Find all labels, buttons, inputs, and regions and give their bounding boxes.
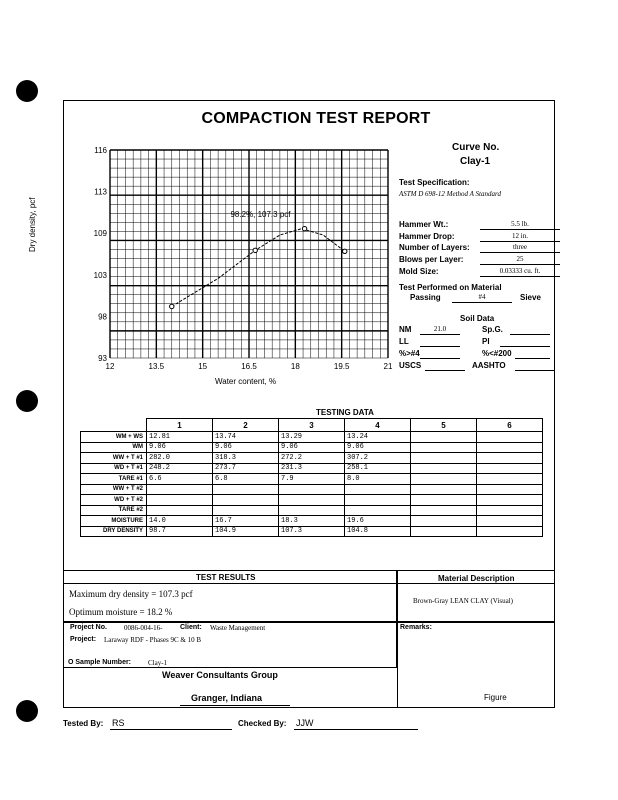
testing-row-label: WM xyxy=(81,442,147,453)
nm-label: NM xyxy=(399,325,412,334)
x-tick-label: 18 xyxy=(290,362,300,371)
x-tick-label: 13.5 xyxy=(148,362,165,371)
project-value: Laraway RDF - Phases 9C & 10 B xyxy=(104,636,202,644)
testing-cell xyxy=(477,463,543,474)
testing-cell: 18.3 xyxy=(279,516,345,527)
material-label: Test Performed on Material xyxy=(399,283,502,292)
testing-column-header: 3 xyxy=(279,419,345,432)
testing-cell xyxy=(411,505,477,516)
testing-cell: 9.06 xyxy=(345,442,411,453)
testing-column-header: 4 xyxy=(345,419,411,432)
testing-cell: 318.3 xyxy=(213,453,279,464)
testing-cell: 273.7 xyxy=(213,463,279,474)
testing-cell: 258.1 xyxy=(345,463,411,474)
spg-label: Sp.G. xyxy=(482,325,503,334)
testing-column-header: 1 xyxy=(147,419,213,432)
testing-cell: 6.8 xyxy=(213,474,279,485)
testing-row xyxy=(81,442,543,453)
testing-cell xyxy=(279,495,345,506)
company-city: Granger, Indiana xyxy=(191,693,263,703)
data-point xyxy=(253,248,257,252)
results-heading: TEST RESULTS xyxy=(196,573,256,582)
testing-heading: TESTING DATA xyxy=(316,408,374,417)
project-label: Project: xyxy=(70,636,97,643)
testing-row xyxy=(81,474,543,485)
p200-label: %<#200 xyxy=(482,349,512,358)
testing-cell xyxy=(411,516,477,527)
testing-cell: 107.3 xyxy=(279,526,345,537)
checked-by-label: Checked By: xyxy=(238,719,287,728)
testing-cell: 9.06 xyxy=(213,442,279,453)
testing-row-label: WD + T #2 xyxy=(81,495,147,506)
testing-column-header: 6 xyxy=(477,419,543,432)
x-tick-label: 15 xyxy=(198,362,208,371)
testing-cell xyxy=(411,453,477,464)
testing-data-table xyxy=(80,418,543,537)
testing-cell xyxy=(477,516,543,527)
testing-cell xyxy=(477,442,543,453)
passing-value: #4 xyxy=(478,293,486,301)
testing-cell xyxy=(477,505,543,516)
testing-row-label: WW + T #1 xyxy=(81,453,147,464)
y-tick-label: 98 xyxy=(98,312,107,322)
testing-row-label: TARE #2 xyxy=(81,505,147,516)
layers-value: three xyxy=(513,243,527,251)
remarks-label: Remarks: xyxy=(400,624,432,631)
testing-column-header: 2 xyxy=(213,419,279,432)
testing-cell xyxy=(213,505,279,516)
uscs-label: USCS xyxy=(399,361,422,370)
aashto-label: AASHTO xyxy=(472,361,506,370)
project-no-label: Project No. xyxy=(70,624,107,631)
project-no-value: 0086-004-16- xyxy=(124,624,163,632)
testing-cell xyxy=(477,526,543,537)
punch-hole xyxy=(16,700,38,722)
testing-cell xyxy=(147,495,213,506)
chart-grid xyxy=(110,150,388,358)
testing-row-label: MOISTURE xyxy=(81,516,147,527)
testing-row xyxy=(81,453,543,464)
hammer-wt-value: 5.5 lb. xyxy=(511,220,529,228)
client-label: Client: xyxy=(180,624,202,631)
mold-value: 0.03333 cu. ft. xyxy=(499,267,541,275)
testing-cell xyxy=(345,495,411,506)
punch-hole xyxy=(16,390,38,412)
testing-row-label: WD + T #1 xyxy=(81,463,147,474)
testing-cell: 13.29 xyxy=(279,432,345,443)
testing-row xyxy=(81,484,543,495)
y-tick-label: 109 xyxy=(93,229,107,239)
y-axis-label: Dry density, pcf xyxy=(28,197,37,252)
report-title: COMPACTION TEST REPORT xyxy=(201,110,431,127)
testing-row-label: WM + WS xyxy=(81,432,147,443)
testing-row xyxy=(81,516,543,527)
tested-by-label: Tested By: xyxy=(63,719,104,728)
hammer-drop-value: 12 in. xyxy=(512,232,528,240)
testing-row xyxy=(81,526,543,537)
testing-row xyxy=(81,495,543,506)
testing-cell: 19.6 xyxy=(345,516,411,527)
testing-cell xyxy=(477,453,543,464)
testing-cell: 16.7 xyxy=(213,516,279,527)
material-desc-heading: Material Description xyxy=(438,574,515,583)
testing-cell: 231.3 xyxy=(279,463,345,474)
data-point xyxy=(170,304,174,308)
testing-cell xyxy=(477,484,543,495)
hammer-wt-label: Hammer Wt.: xyxy=(399,220,449,229)
hammer-drop-label: Hammer Drop: xyxy=(399,232,455,241)
testing-cell: 9.06 xyxy=(147,442,213,453)
sample-value: Clay-1 xyxy=(148,659,168,667)
testing-cell xyxy=(345,505,411,516)
company-name: Weaver Consultants Group xyxy=(162,670,278,680)
x-axis-label: Water content, % xyxy=(215,377,277,386)
ll-label: LL xyxy=(399,337,409,346)
y-tick-label: 93 xyxy=(98,354,107,363)
testing-cell xyxy=(477,495,543,506)
testing-cell xyxy=(147,505,213,516)
testing-cell xyxy=(411,495,477,506)
spec-label: Test Specification: xyxy=(399,178,470,187)
max-density: Maximum dry density = 107.3 pcf xyxy=(69,589,193,599)
punch-hole xyxy=(16,80,38,102)
figure-label: Figure xyxy=(484,693,507,702)
testing-cell: 282.0 xyxy=(147,453,213,464)
testing-cell xyxy=(411,474,477,485)
blows-value: 25 xyxy=(516,255,524,263)
testing-cell: 8.0 xyxy=(345,474,411,485)
data-point xyxy=(343,249,347,253)
testing-cell: 12.81 xyxy=(147,432,213,443)
testing-cell: 248.2 xyxy=(147,463,213,474)
testing-cell: 98.7 xyxy=(147,526,213,537)
blows-label: Blows per Layer: xyxy=(399,255,464,264)
testing-row-label: DRY DENSITY xyxy=(81,526,147,537)
y-tick-label: 103 xyxy=(93,270,107,280)
client-value: Waste Management xyxy=(210,624,266,632)
material-desc-value: Brown-Gray LEAN CLAY (Visual) xyxy=(413,597,513,605)
testing-cell xyxy=(213,484,279,495)
testing-cell: 104.9 xyxy=(213,526,279,537)
sieve-label: Sieve xyxy=(520,293,541,302)
testing-cell: 6.6 xyxy=(147,474,213,485)
testing-cell xyxy=(147,484,213,495)
passing-label: Passing xyxy=(410,293,441,302)
soil-heading: Soil Data xyxy=(460,314,495,323)
testing-cell xyxy=(411,484,477,495)
layers-label: Number of Layers: xyxy=(399,243,470,252)
testing-cell xyxy=(411,463,477,474)
testing-cell: 307.2 xyxy=(345,453,411,464)
curve-label: Curve No. xyxy=(452,142,500,153)
pi-label: PI xyxy=(482,337,490,346)
testing-cell: 104.8 xyxy=(345,526,411,537)
testing-cell: 7.9 xyxy=(279,474,345,485)
chart-annotation: 98.2%, 107.3 pcf xyxy=(230,209,291,219)
data-point xyxy=(302,226,306,230)
testing-cell: 13.24 xyxy=(345,432,411,443)
testing-cell: 272.2 xyxy=(279,453,345,464)
testing-cell: 14.0 xyxy=(147,516,213,527)
testing-row xyxy=(81,463,543,474)
testing-row xyxy=(81,432,543,443)
mold-label: Mold Size: xyxy=(399,267,439,276)
testing-cell xyxy=(477,474,543,485)
testing-row-label: WW + T #2 xyxy=(81,484,147,495)
y-tick-label: 116 xyxy=(94,146,107,155)
remarks-box xyxy=(397,622,555,708)
testing-cell xyxy=(411,432,477,443)
testing-cell: 13.74 xyxy=(213,432,279,443)
opt-moisture: Optimum moisture = 18.2 % xyxy=(69,607,173,617)
testing-row xyxy=(81,505,543,516)
nm-value: 21.0 xyxy=(433,325,447,333)
x-tick-label: 21 xyxy=(383,362,393,371)
testing-cell xyxy=(345,484,411,495)
testing-cell xyxy=(213,495,279,506)
x-tick-label: 12 xyxy=(105,362,115,371)
curve-value: Clay-1 xyxy=(460,156,491,167)
testing-cell xyxy=(279,484,345,495)
testing-cell xyxy=(477,432,543,443)
checked-by-value: JJW xyxy=(296,718,314,728)
sample-label: O Sample Number: xyxy=(68,659,132,666)
testing-column-header: 5 xyxy=(411,419,477,432)
x-tick-label: 16.5 xyxy=(241,362,257,371)
x-tick-label: 19.5 xyxy=(333,362,350,371)
tested-by-value: RS xyxy=(112,718,125,728)
testing-row-label: TARE #1 xyxy=(81,474,147,485)
testing-cell xyxy=(411,442,477,453)
testing-cell xyxy=(279,505,345,516)
spec-value: ASTM D 698-12 Method A Standard xyxy=(399,190,501,198)
testing-cell: 9.06 xyxy=(279,442,345,453)
y-tick-label: 113 xyxy=(94,187,107,197)
p4-label: %>#4 xyxy=(399,349,420,358)
compaction-chart xyxy=(64,140,400,400)
testing-cell xyxy=(411,526,477,537)
